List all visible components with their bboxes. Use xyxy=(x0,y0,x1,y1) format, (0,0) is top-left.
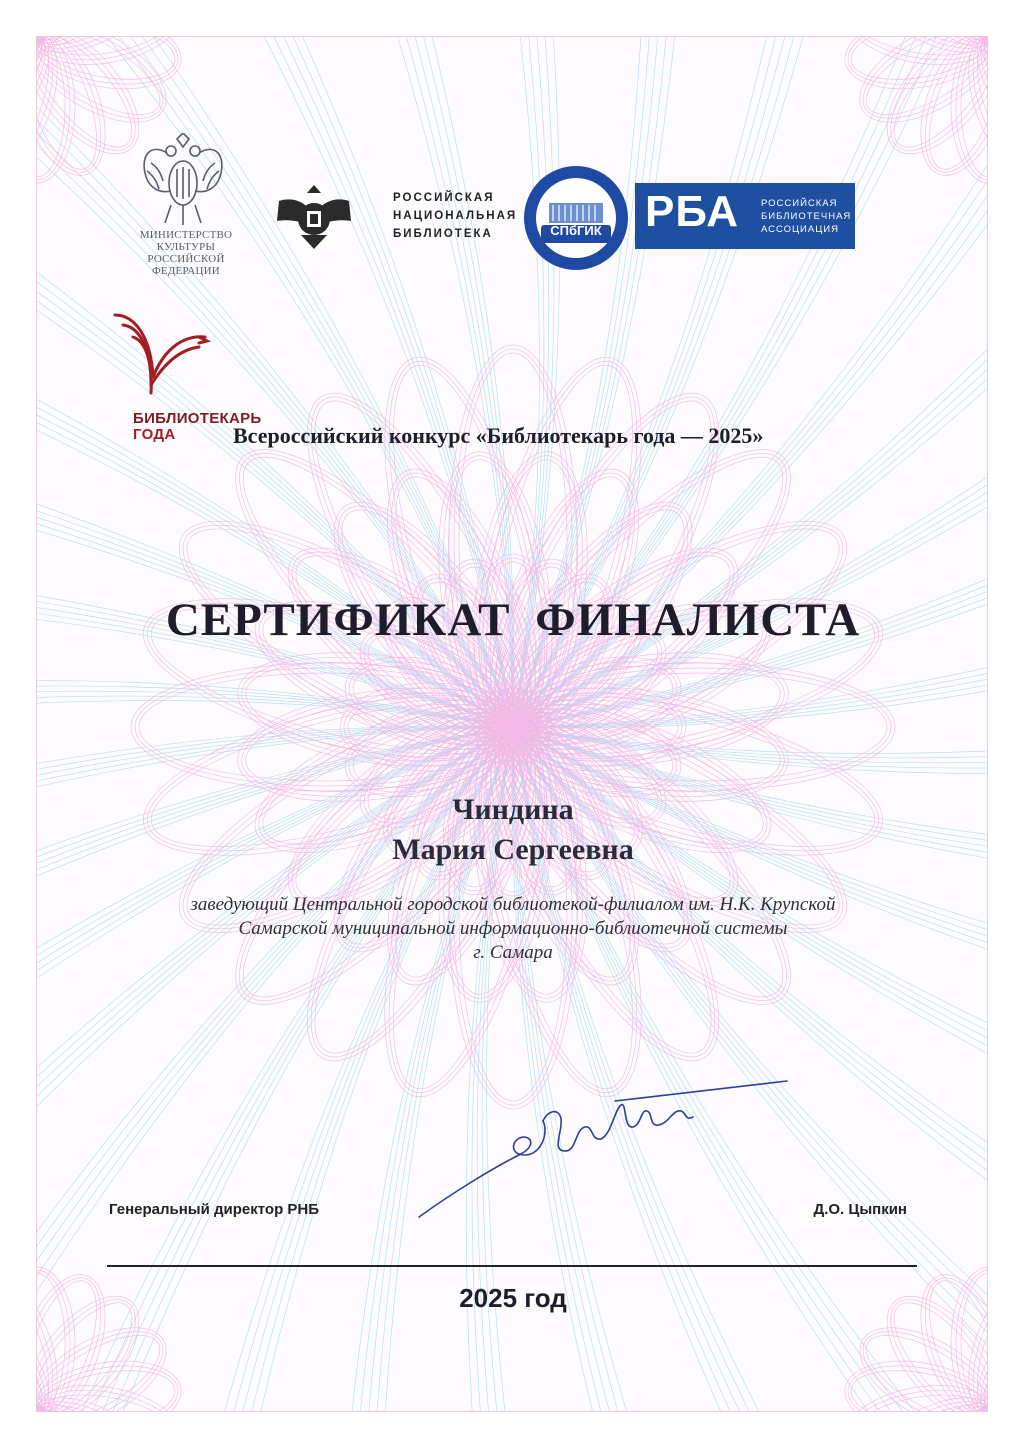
rnb-name-line: РОССИЙСКАЯ xyxy=(393,192,495,204)
spbgik-abbr: СПбГИК xyxy=(550,223,602,238)
signatory-name: Д.О. Цыпкин xyxy=(813,1201,907,1218)
logo-text-line: ГОДА xyxy=(133,426,176,443)
recipient-surname: Чиндина xyxy=(452,793,574,826)
position-line: заведующий Центральной городской библиотекой-филиалом им. Н.К. Крупской xyxy=(190,894,836,915)
certificate-sheet xyxy=(36,36,988,1412)
recipient-given-names: Мария Сергеевна xyxy=(392,833,634,866)
position-line: Самарской муниципальной информационно-библиотечной системы xyxy=(238,918,788,939)
rnb-emblem xyxy=(269,179,359,251)
bottom-divider xyxy=(107,1265,917,1267)
rba-name-line: РОССИЙСКАЯ xyxy=(761,198,838,209)
certificate-year: 2025 год xyxy=(459,1283,567,1313)
ministry-caption xyxy=(115,229,257,277)
rba-name-line: АССОЦИАЦИЯ xyxy=(761,224,839,235)
rba-name xyxy=(761,197,851,236)
certificate-title: СЕРТИФИКАТ ФИНАЛИСТА xyxy=(165,594,861,646)
double-headed-eagle-emblem xyxy=(137,133,229,229)
logo-text-line: БИБЛИОТЕКАРЬ xyxy=(133,410,262,427)
ministry-caption-line: РОССИЙСКОЙ ФЕДЕРАЦИИ xyxy=(147,253,225,277)
handwritten-signature xyxy=(415,1071,795,1221)
rnb-name xyxy=(393,189,517,243)
rnb-name-line: НАЦИОНАЛЬНАЯ xyxy=(393,210,518,222)
rba-name-line: БИБЛИОТЕЧНАЯ xyxy=(761,211,852,222)
rnb-name-line: БИБЛИОТЕКА xyxy=(393,228,493,240)
rba-abbr: РБА xyxy=(645,187,740,236)
librarian-of-year-emblem xyxy=(111,307,211,403)
spbgik-emblem xyxy=(521,163,631,273)
signatory-role: Генеральный директор РНБ xyxy=(109,1201,320,1218)
recipient-position xyxy=(37,893,988,965)
position-line: г. Самара xyxy=(473,942,553,963)
ministry-caption-line: МИНИСТЕРСТВО КУЛЬТУРЫ xyxy=(139,229,233,253)
contest-title: Всероссийский конкурс «Библиотекарь года — 2025» xyxy=(233,423,764,448)
